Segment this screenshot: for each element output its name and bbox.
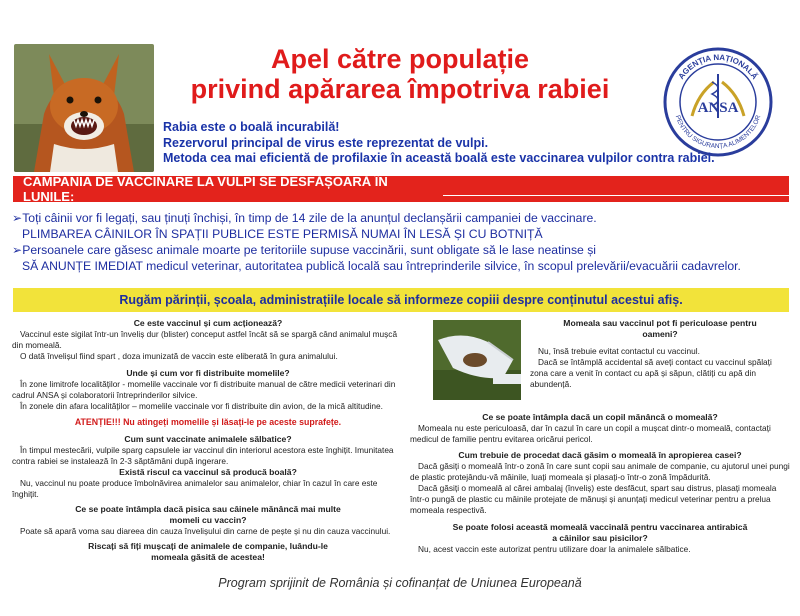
faq-answer: În timpul mestecării, vulpile sparg capsulele iar vaccinul din interiorul acestora este înghițit. Imunitatea contra rabiei se instalează în 2-3 săptămâni după ingerare. [12,445,394,466]
faq-answer: Nu, acest vaccin este autorizat pentru utilizare doar la animalele sălbatice. [418,544,691,554]
appeal-banner [13,288,789,312]
campaign-months-blank [443,183,789,196]
faq-answer: Nu, însă trebuie evitat contactul cu vaccinul. [538,346,700,356]
logo-text-top: AGENȚIA NAȚIONALĂ [676,52,760,81]
title-line-1: Apel către populație [270,44,530,74]
faq-answer: În zone limitrofe localităților - momelile vaccinale vor fi distribuite manual de către medicii veterinari din cadrul ANSA și colaboratorii întreprinderilor silvice. [12,379,396,400]
rule-line: PLIMBAREA CÂINILOR ÎN SPAȚII PUBLICE ESTE PERMISĂ NUMAI ÎN LESĂ ȘI CU BOTNIȚĂ [22,227,543,241]
campaign-text: CAMPANIA DE VACCINARE LA VULPI SE DESFĂȘOARĂ ÎN LUNILE: [23,174,388,204]
faq-question: Există riscul ca vaccinul să producă boală? [119,467,297,477]
faq-answer: Vaccinul este sigilat într-un înveliș dur (blister) conceput astfel încât să se spargă când animalul mușcă din momeală. [12,329,398,350]
fox-photo [14,44,154,172]
faq-question: Ce se poate întâmpla dacă un copil mănâncă o momeală? [482,412,718,422]
appeal-text: Rugăm părinții, școala, administrațiile locale să informeze copiii despre conținutul acestui afiș. [119,293,683,307]
title-line-2: privind apărarea împotriva rabiei [190,74,610,104]
logo-acronym: ANSA [697,100,739,116]
warning-text: ATENȚIE!!! Nu atingeți momelile și lăsați-le pe aceste suprafețe. [74,417,342,427]
rule-line: ➢Persoanele care găsesc animale moarte pe teritoriile supuse vaccinării, sunt obligate să le lase neatinse și [12,243,597,257]
faq-question: Se poate folosi această momeală vaccinală pentru vaccinarea antirabică a câinilor sau pisicilor? [452,522,748,543]
faq-question: Unde și cum vor fi distribuite momelile? [126,368,290,378]
faq-answer: Momeala nu este periculoasă, dar în cazul în care un copil a mușcat dintr-o momeală, contactați medicul de familie pentru evitarea oricărui pericol. [410,423,771,444]
faq-question: Ce se poate întâmpla dacă pisica sau câinele mănâncă mai multe momeli cu vaccin? [75,504,341,525]
faq-answer: Nu, vaccinul nu poate produce îmbolnăvirea animalelor sau animalelor, chiar în cazul în care este înghițit. [12,478,378,499]
faq-question: Ce este vaccinul și cum acționează? [133,318,283,328]
intro-line: Rabia este o boală incurabilă! [163,120,340,134]
rule-line: ➢Toți câinii vor fi legați, sau ținuți închiși, în timp de 14 zile de la anunțul declanșării campaniei de vaccinare. [12,211,597,225]
faq-answer: Dacă găsiți o momeală într-o zonă în care sunt copii sau animale de companie, cu ajutorul unei pungi de plastic protejându-vă mâinile, luați momeala și plasați-o într-o zonă împădurită. [410,461,790,482]
intro-line: Metoda cea mai eficientă de profilaxie în această boală este vaccinarea vulpilor contra rabiei. [163,151,715,166]
faq-answer: Poate să apară voma sau diareea din cauza învelișului din carne de pește și nu din cauza vaccinului. [20,526,391,536]
faq-right-column [410,318,790,555]
page-title [150,44,650,104]
faq-answer: O dată învelișul fiind spart , doza imunizată de vaccin este eliberată în gura animalului. [20,351,338,361]
intro-block [163,120,788,167]
faq-answer: Dacă se întâmplă accidental să aveți contact cu vaccinul spălați zona care a venit în contact cu apă și săpun, clătiți cu apă din abundență. [530,357,772,389]
faq-question: Cum sunt vaccinate animalele sălbatice? [124,434,292,444]
rule-line: SĂ ANUNȚE IMEDIAT medicul veterinar, autoritatea publică locală sau întreprinderile silvice, în scopul prelevării/evacuării cadavrelor. [22,259,741,273]
faq-answer: Dacă găsiți o momeală al cărei ambalaj (înveliș) este desfăcut, spart sau distrus, plasați momeala într-o pungă de plastic cu mâinile protejate de mănuși și anunțați medicul veterinar pentru a prelua momeala respectivă. [410,483,777,515]
faq-question: Cum trebuie de procedat dacă găsim o momeală în apropierea casei? [458,450,742,460]
faq-left-column [12,318,404,563]
funding-footer: Program sprijinit de România și cofinanțat de Uniunea Europeană [218,576,582,590]
logo-text-bottom: PENTRU SIGURANȚA ALIMENTELOR [673,114,763,151]
faq-question: Momeala sau vaccinul pot fi periculoase pentru oameni? [563,318,757,339]
faq-answer: În zonele din afara localităților – momelile vaccinale vor fi distribuite din avion, de la mică altitudine. [20,401,383,411]
campaign-banner [13,176,789,202]
rules-block [12,210,792,274]
intro-line: Rezervorul principal de virus este reprezentat de vulpi. [163,135,489,150]
faq-question: Riscați să fiți mușcați de animalele de companie, luându-le momeala găsită de acestea! [88,541,328,562]
